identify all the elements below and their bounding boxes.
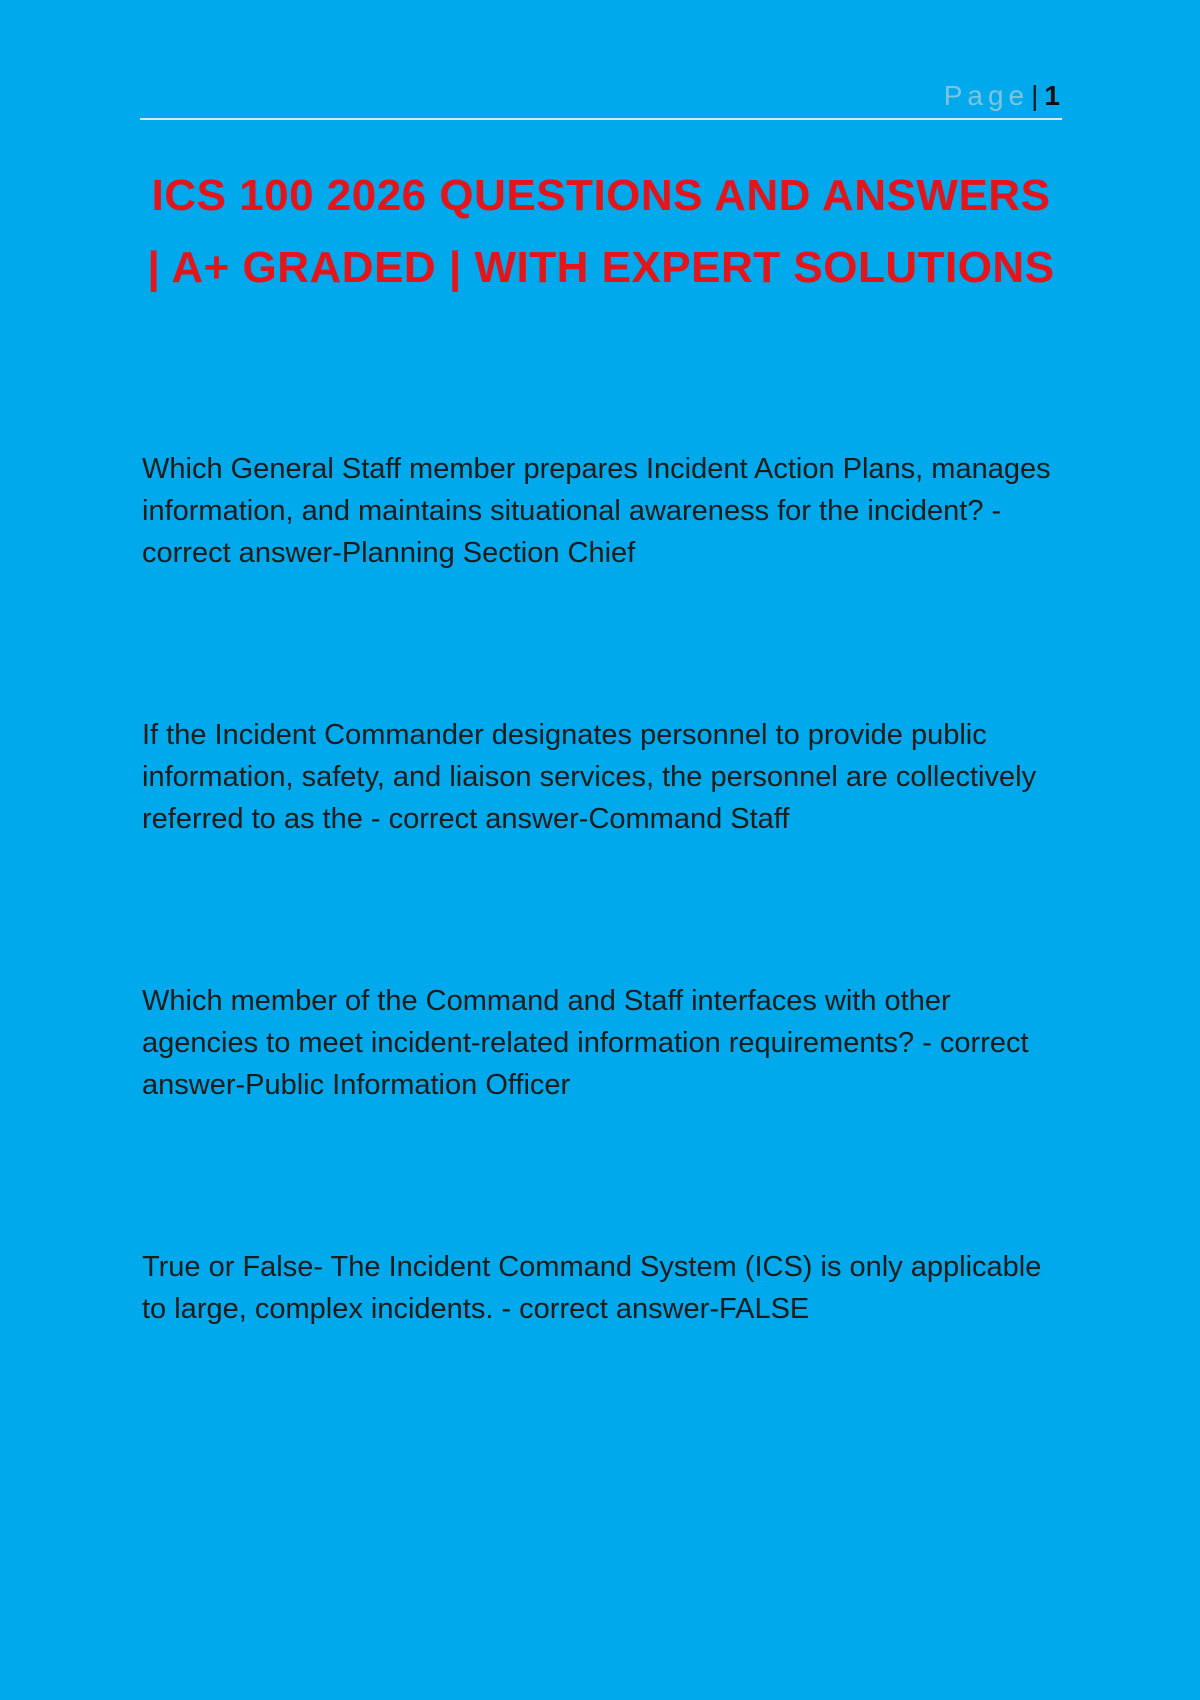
- question-item: Which member of the Command and Staff interfaces with other agencies to meet incident-related information requirements? - correct answer-Public Information Officer: [142, 985, 1029, 1101]
- question-item: If the Incident Commander designates personnel to provide public information, safety, and liaison services, the personnel are collectively referred to as the - correct answer-Command Staff: [142, 719, 1037, 835]
- question-item: Which General Staff member prepares Incident Action Plans, manages information, and maintains situational awareness for the incident? - correct answer-Planning Section Chief: [142, 453, 1051, 569]
- page-number: [944, 80, 1060, 112]
- question-item: True or False- The Incident Command System (ICS) is only applicable to large, complex incidents. - correct answer-FALSE: [142, 1251, 1042, 1325]
- page-header: [140, 74, 1062, 120]
- page-separator: |: [1031, 80, 1039, 111]
- page-number-value: 1: [1044, 80, 1060, 111]
- page-label: Page: [943, 80, 1030, 111]
- document-title: ICS 100 2026 QUESTIONS AND ANSWERS | A+ GRADED | WITH EXPERT SOLUTIONS: [147, 171, 1055, 292]
